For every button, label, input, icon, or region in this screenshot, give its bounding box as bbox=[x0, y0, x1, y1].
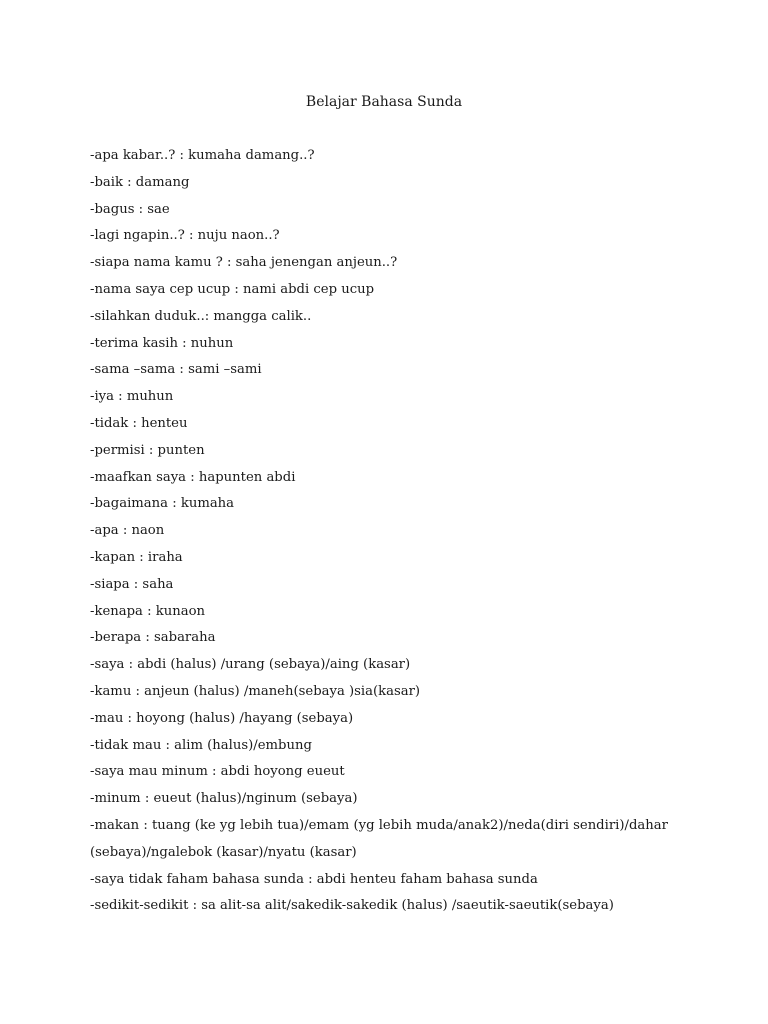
vocabulary-line: -apa kabar..? : kumaha damang..? bbox=[90, 148, 315, 163]
vocabulary-line: -baik : damang bbox=[90, 174, 190, 190]
vocabulary-line: -nama saya cep ucup : nami abdi cep ucup bbox=[90, 281, 375, 297]
vocabulary-line: -saya : abdi (halus) /urang (sebaya)/aing (kasar) bbox=[90, 657, 411, 673]
vocabulary-line: -saya mau minum : abdi hoyong eueut bbox=[90, 764, 345, 780]
vocabulary-line: -bagaimana : kumaha bbox=[90, 496, 235, 512]
vocabulary-line: -sama –sama : sami –sami bbox=[90, 362, 262, 378]
vocabulary-line: -sedikit-sedikit : sa alit-sa alit/sakedik-sakedik (halus) /saeutik-saeutik(sebaya) bbox=[90, 898, 614, 914]
vocabulary-line: -lagi ngapin..? : nuju naon..? bbox=[90, 228, 280, 244]
vocabulary-line: -maafkan saya : hapunten abdi bbox=[90, 469, 296, 485]
vocabulary-line: -terima kasih : nuhun bbox=[90, 335, 234, 351]
vocabulary-line: -minum : eueut (halus)/nginum (sebaya) bbox=[90, 791, 358, 807]
vocabulary-line: -mau : hoyong (halus) /hayang (sebaya) bbox=[90, 710, 354, 726]
vocabulary-line: -kamu : anjeun (halus) /maneh(sebaya )sia(kasar) bbox=[90, 683, 421, 699]
vocabulary-line: -permisi : punten bbox=[90, 442, 205, 458]
document-title: Belajar Bahasa Sunda bbox=[305, 94, 463, 110]
vocabulary-line: -kapan : iraha bbox=[90, 549, 183, 565]
vocabulary-line: (sebaya)/ngalebok (kasar)/nyatu (kasar) bbox=[90, 844, 357, 860]
vocabulary-line: -bagus : sae bbox=[90, 201, 170, 217]
vocabulary-line: -tidak : henteu bbox=[90, 415, 188, 431]
vocabulary-list bbox=[90, 143, 750, 920]
vocabulary-line: -silahkan duduk..: mangga calik.. bbox=[90, 308, 312, 324]
vocabulary-line: -siapa nama kamu ? : saha jenengan anjeun..? bbox=[90, 255, 398, 271]
vocabulary-line: -berapa : sabaraha bbox=[90, 630, 216, 646]
vocabulary-line: -siapa : saha bbox=[90, 576, 174, 592]
vocabulary-line: -saya tidak faham bahasa sunda : abdi henteu faham bahasa sunda bbox=[90, 871, 538, 887]
vocabulary-line: -makan : tuang (ke yg lebih tua)/emam (yg lebih muda/anak2)/neda(diri sendiri)/dahar bbox=[90, 817, 668, 833]
vocabulary-line: -iya : muhun bbox=[90, 389, 174, 405]
vocabulary-line: -tidak mau : alim (halus)/embung bbox=[90, 737, 312, 753]
vocabulary-line: -kenapa : kunaon bbox=[90, 603, 206, 619]
vocabulary-line: -apa : naon bbox=[90, 523, 165, 539]
